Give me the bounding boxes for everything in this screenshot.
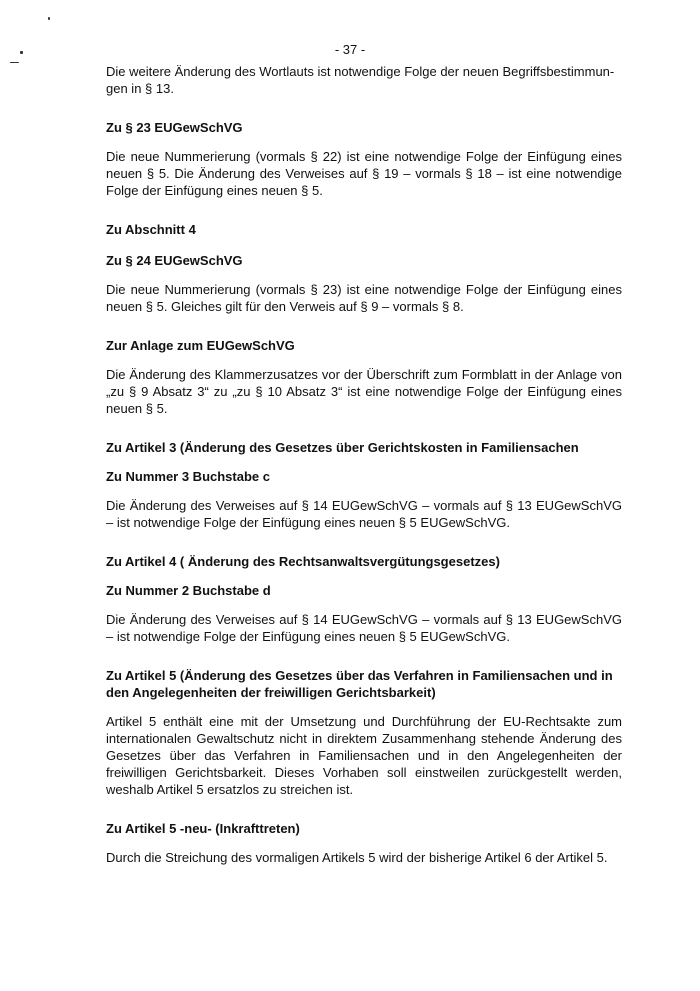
paragraph: Die Änderung des Verweises auf § 14 EUGewSchVG – vormals auf § 13 EUGewSchVG – ist notwendige Folge der Einfügung eines neuen § 5 EUGewSchVG.	[106, 612, 622, 644]
paragraph: Die neue Nummerierung (vormals § 22) ist eine notwendige Folge der Einfügung eines neuen § 5. Die Änderung des Verweises auf § 19 – vormals § 18 – ist eine notwendige Folge der Einfügung eines neuen § 5.	[106, 149, 622, 198]
paragraph: Durch die Streichung des vormaligen Artikels 5 wird der bisherige Artikel 6 der Artikel 5.	[106, 850, 608, 865]
document-body	[106, 63, 622, 866]
paragraph: Die weitere Änderung des Wortlauts ist notwendige Folge der neuen Begriffsbestimmun- gen in § 13.	[106, 64, 615, 96]
paragraph: Die Änderung des Verweises auf § 14 EUGewSchVG – vormals auf § 13 EUGewSchVG – ist notwendige Folge der Einfügung eines neuen § 5 EUGewSchVG.	[106, 498, 622, 530]
section-heading: Zu Nummer 3 Buchstabe c	[106, 469, 270, 484]
section-heading: Zu Artikel 4 ( Änderung des Rechtsanwaltsvergütungsgesetzes)	[106, 554, 500, 569]
scan-speck	[48, 17, 50, 20]
section-heading: Zu § 24 EUGewSchVG	[106, 253, 243, 268]
section-heading: Zu § 23 EUGewSchVG	[106, 120, 243, 135]
paragraph: Die neue Nummerierung (vormals § 23) ist eine notwendige Folge der Einfügung eines neuen § 5. Gleiches gilt für den Verweis auf § 9 – vormals § 8.	[106, 282, 622, 314]
section-heading: Zur Anlage zum EUGewSchVG	[106, 338, 295, 353]
section-heading: Zu Artikel 5 -neu- (Inkrafttreten)	[106, 821, 300, 836]
section-heading: Zu Artikel 5 (Änderung des Gesetzes über das Verfahren in Familiensachen und in den Angelegenheiten der freiwilligen Gerichtsbarkeit)	[106, 668, 613, 700]
paragraph: Die Änderung des Klammerzusatzes vor der Überschrift zum Formblatt in der Anlage von „zu § 9 Absatz 3“ zu „zu § 10 Absatz 3“ ist eine notwendige Folge der Einfügung eines neuen § 5.	[106, 367, 622, 416]
section-heading: Zu Artikel 3 (Änderung des Gesetzes über Gerichtskosten in Familiensachen	[106, 440, 579, 455]
scan-speck	[10, 62, 19, 63]
section-heading: Zu Nummer 2 Buchstabe d	[106, 583, 271, 598]
section-heading: Zu Abschnitt 4	[106, 222, 196, 237]
page-number: - 37 -	[334, 42, 366, 57]
paragraph: Artikel 5 enthält eine mit der Umsetzung und Durchführung der EU-Rechtsakte zum internationalen Gewaltschutz nicht in direktem Zusammenhang stehende Änderung des Gesetzes über das Verfahren in Familiensachen und in den Angelegenheiten der freiwilligen Gerichtsbarkeit. Dieses Vorhaben soll einstweilen zurückgestellt werden, weshalb Artikel 5 ersatzlos zu streichen ist.	[106, 714, 622, 797]
